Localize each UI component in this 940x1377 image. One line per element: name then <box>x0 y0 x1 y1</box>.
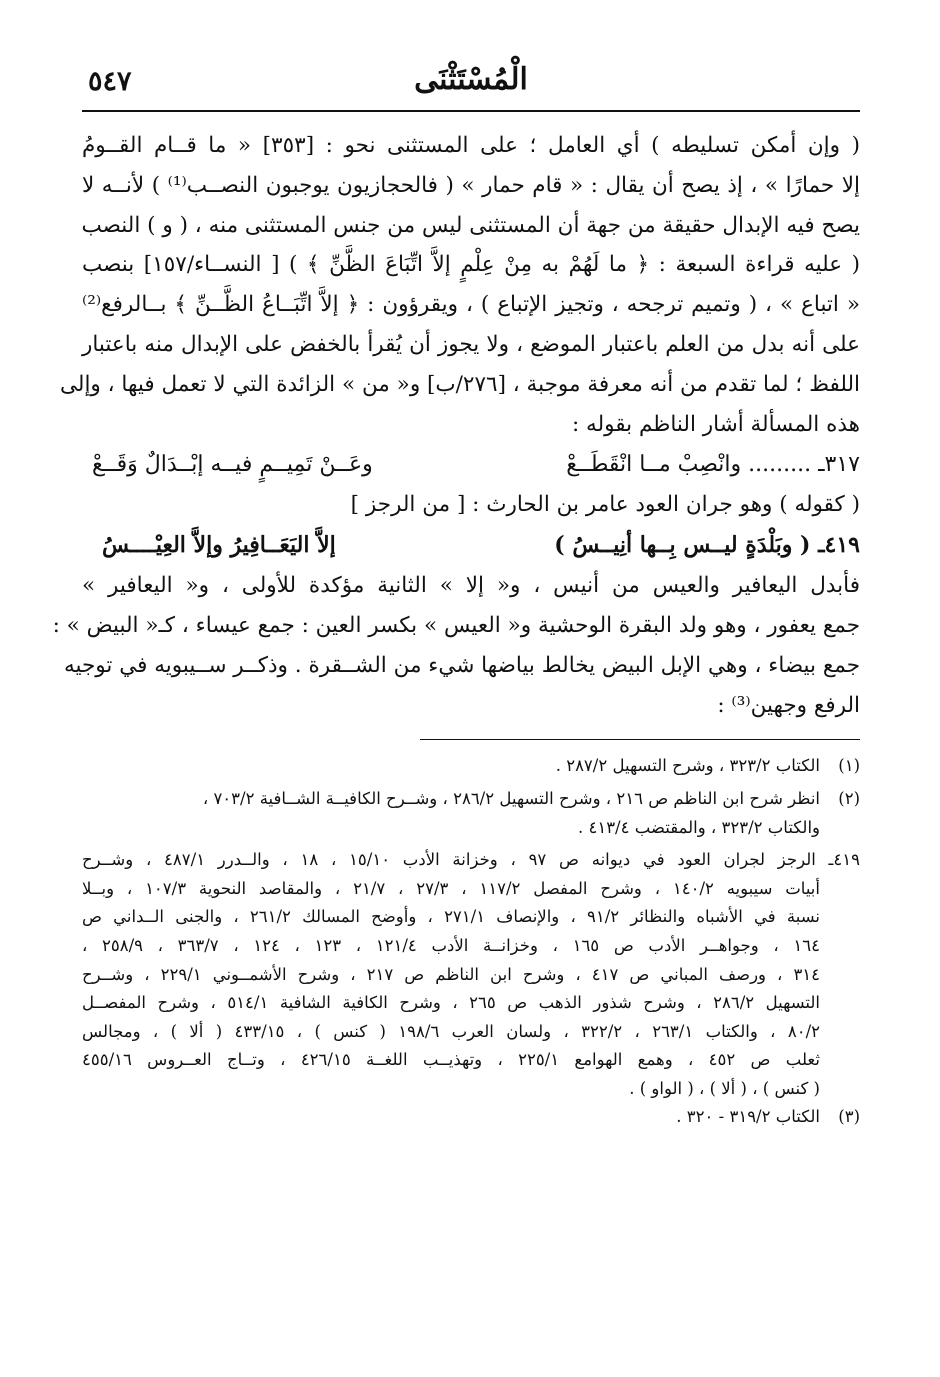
footnote-continuation: والكتاب ٣٢٣/٢ ، والمقتضب ٤١٣/٤ . <box>577 817 820 837</box>
verse-hemistich-second: إلاَّ اليَعَــافِيرُ وإلاَّ العِيْــــسُ <box>102 532 336 559</box>
footnote-continuation: ١٦٤ ، وجواهــر الأدب ص ١٦٥ ، وخزانــة الأدب ١٢١/٤ ، ١٢٣ ، ١٢٤ ، ٣٦٣/٧ ، ٢٥٨/٩ ، <box>82 935 820 955</box>
text-line: يصح فيه الإبدال حقيقة من جهة أن المستثنى ليس من جنس المستثنى منه ، ( و ) النصب <box>81 212 860 238</box>
book-page <box>52 60 861 1132</box>
text-line: فأبدل اليعافير والعيس من أنيس ، و« إلا » الثانية مؤكدة للأولى ، و« اليعافير » <box>82 573 860 599</box>
footnote-rule <box>420 739 860 740</box>
header-rule <box>82 110 860 112</box>
verse-317 <box>82 444 860 485</box>
footnote-continuation: نسبة في الأشباه والنظائر ٩١/٢ ، والإنصاف ٢٧١/١ ، وأوضح المسالك ٢٦١/٢ ، والجنى الــداني ص <box>82 907 821 927</box>
footnote-3 <box>82 1103 860 1132</box>
page-header <box>82 60 860 104</box>
text-line: على أنه بدل من العلم باعتبار الموضع ، ولا يجوز أن يُقرأ بالخفض على الإبدال منه باعتبار <box>82 331 860 357</box>
footnote-continuation: أبيات سيبويه ١٤٠/٢ ، وشرح المفصل ١١٧/٢ ، ٢٧/٣ ، ٢١/٧ ، والمقاصد النحوية ١٠٧/٣ ، وبــلا <box>82 878 820 898</box>
main-text <box>52 126 861 725</box>
running-title: الْمُسْتَثْنَى <box>414 62 528 97</box>
footnote-continuation: التسهيل ٢٨٦/٢ ، وشرح شذور الذهب ص ٢٦٥ ، وشرح الكافية الشافية ٥١٤/١ ، وشرح المفصــل <box>82 993 821 1013</box>
verse-419 <box>82 525 860 566</box>
text-line: ( كقوله ) وهو جران العود عامر بن الحارث : [ من الرجز ] <box>350 492 860 518</box>
verse-hemistich-first: ٤١٩ـ ( وبَلْدَةٍ ليــس بِــها أنِيــسُ ) <box>554 532 860 559</box>
footnotes <box>82 752 860 1132</box>
text-line: هذه المسألة أشار الناظم بقوله : <box>571 411 860 437</box>
text-line: اللفظ ؛ لما تقدم من أنه معرفة موجبة ، [٢٧٦/ب] و« من » الزائدة التي لا تعمل فيها ، وإلى <box>59 371 860 397</box>
text-line: ( وإن أمكن تسليطه ) أي العامل ؛ على المستثنى نحو : [٣٥٣] « ما قــام القــومُ <box>82 133 860 158</box>
footnote-text: الكتاب ٣١٩/٢ - ٣٢٠ . <box>676 1107 820 1127</box>
footnote-text: انظر شرح ابن الناظم ص ٢١٦ ، وشرح التسهيل ٢٨٦/٢ ، وشــرح الكافيــة الشــافية ٧٠٣/٢ ، <box>202 788 820 808</box>
footnote-2 <box>82 785 860 814</box>
footnote-continuation: ٣١٤ ، ورصف المباني ص ٤١٧ ، وشرح ابن الناظم ص ٢١٧ ، وشرح الأشمــوني ٢٢٩/١ ، وشــرح <box>82 964 821 984</box>
text-line: جمع بيضاء ، وهي الإبل البيض يخالط بياضها شيء من الشــقرة . وذكــر ســيبويه في توجيه <box>63 652 860 678</box>
verse-hemistich-first: ٣١٧ـ ......... وانْصِبْ مــا انْقَطَــعْ <box>566 452 860 478</box>
text-line: « اتباع » ، ( وتميم ترجحه ، وتجيز الإتباع ) ، ويقرؤون : ﴿ إلاَّ اتِّبَــاعُ الظَّــنِّ ﴾ بــالرفع⁽²⁾ <box>82 292 860 318</box>
footnote-1 <box>82 752 860 781</box>
text-line: ( عليه قراءة السبعة : ﴿ ما لَهُمْ به مِنْ عِلْمٍ إلاَّ اتِّبَاعَ الظَّنِّ ﴾ ) [ النســاء/١٥٧] بنصب <box>82 252 861 278</box>
page-number: ٥٤٧ <box>88 66 132 97</box>
text-line: الرفع وجهين⁽³⁾ : <box>717 692 860 718</box>
verse-hemistich-second: وعَــنْ تَمِيــمٍ فيــه إبْــدَالٌ وَقَــعْ <box>92 452 373 478</box>
footnote-continuation: ثعلب ص ٤٥٢ ، وهمع الهوامع ٢٢٥/١ ، وتهذيــب اللغــة ٤٢٦/١٥ ، وتــاج العــروس ٤٥٥/١٦ <box>82 1050 820 1070</box>
footnote-419: ٤١٩ـ الرجز لجران العود في ديوانه ص ٩٧ ، وخزانة الأدب ١٥/١٠ ، ١٨ ، والــدرر ٤٨٧/١ ، وشــرح <box>82 850 860 870</box>
text-line: جمع يعفور ، وهو ولد البقرة الوحشية و« العيس » بكسر العين : جمع عيساء ، كـ« البيض » : <box>52 612 860 638</box>
footnote-text: الكتاب ٣٢٣/٢ ، وشرح التسهيل ٢٨٧/٢ . <box>555 756 820 776</box>
footnote-number: (١) <box>838 756 860 776</box>
footnote-continuation: ( كنس ) ، ( ألا ) ، ( الواو ) . <box>629 1078 820 1098</box>
footnote-continuation: ٨٠/٢ ، والكتاب ٢٦٣/١ ، ٣٢٢/٢ ، ولسان العرب ١٩٨/٦ ( كنس ) ، ٤٣٣/١٥ ( ألا ) ، ومجالس <box>82 1021 821 1041</box>
text-line: إلا حمارًا » ، إذ يصح أن يقال : « قام حمار » ( فالحجازيون يوجبون النصــب⁽¹⁾ ) لأنــه لا <box>82 172 860 198</box>
footnote-number: (٣) <box>838 1107 860 1127</box>
footnote-number: (٢) <box>838 788 860 808</box>
